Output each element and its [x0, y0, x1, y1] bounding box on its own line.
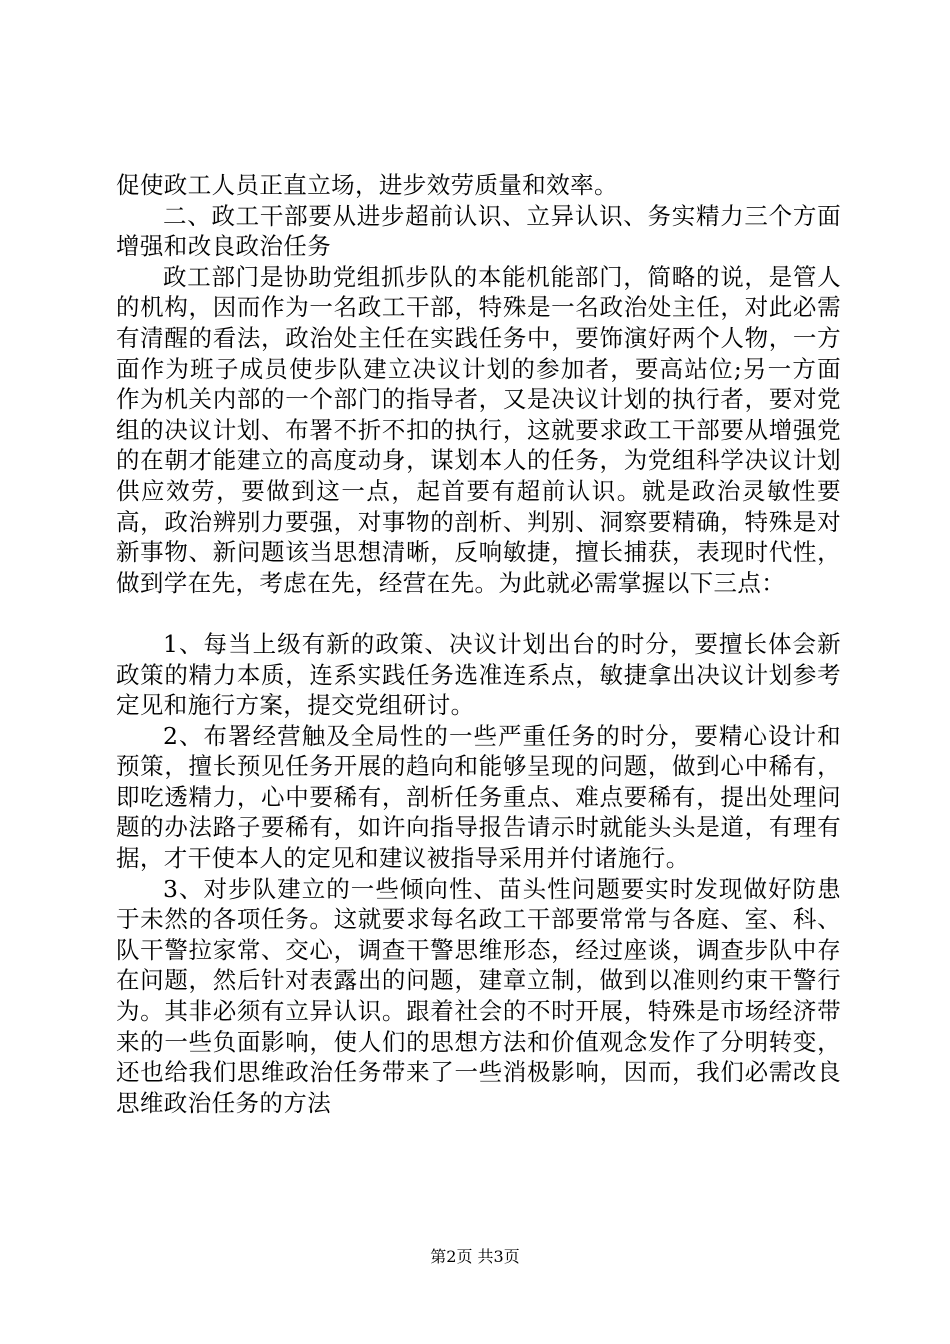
paragraph-body: 政工部门是协助党组抓步队的本能机能部门，简略的说，是管人的机构，因而作为一名政工干部，特殊是一名政治处主任，对此必需有清醒的看法，政治处主任在实践任务中，要饰演好两个人物，一方面作为班子成员使步队建立决议计划的参加者，要高站位;另一方面作为机关内部的一个部门的指导者，又是决议计划的执行者，要对党组的决议计划、布署不折不扣的执行，这就要求政工干部要从增强党的在朝才能建立的高度动身，谋划本人的任务，为党组科学决议计划供应效劳，要做到这一点，起首要有超前认识。就是政治灵敏性要高，政治辨别力要强，对事物的剖析、判别、洞察要精确，特殊是对新事物、新问题该当思想清晰，反响敏捷，擅长捕获，表现时代性，做到学在先，考虑在先，经营在先。为此就必需掌握以下三点： — [116, 262, 841, 597]
section-heading: 二、政工干部要从进步超前认识、立异认识、务实精力三个方面增强和改良政治任务 — [116, 201, 841, 261]
paragraph-gap — [116, 598, 841, 629]
list-item-3: 3、对步队建立的一些倾向性、苗头性问题要实时发现做好防患于未然的各项任务。这就要求每名政工干部要常常与各庭、室、科、队干警拉家常、交心，调查干警思维形态，经过座谈，调查步队中存在问题，然后针对表露出的问题，建章立制，做到以准则约束干警行为。其非必须有立异认识。跟着社会的不时开展，特殊是市场经济带来的一些负面影响，使人们的思想方法和价值观念发作了分明转变，还也给我们思维政治任务带来了一些消极影响，因而，我们必需改良思维政治任务的方法 — [116, 874, 841, 1117]
document-body — [116, 170, 841, 1118]
list-item-2: 2、布署经营触及全局性的一些严重任务的时分，要精心设计和预策，擅长预见任务开展的趋向和能够呈现的问题，做到心中稀有，即吃透精力，心中要稀有，剖析任务重点、难点要稀有，提出处理问题的办法路子要稀有，如许向指导报告请示时就能头头是道，有理有据，才干使本人的定见和建议被指导采用并付诸施行。 — [116, 721, 841, 873]
page-number-footer: 第2页 共3页 — [430, 1247, 520, 1266]
paragraph-continuation: 促使政工人员正直立场，进步效劳质量和效率。 — [116, 171, 618, 199]
list-item-1: 1、每当上级有新的政策、决议计划出台的时分，要擅长体会新政策的精力本质，连系实践任务选准连系点，敏捷拿出决议计划参考定见和施行方案，提交党组研讨。 — [116, 629, 841, 720]
